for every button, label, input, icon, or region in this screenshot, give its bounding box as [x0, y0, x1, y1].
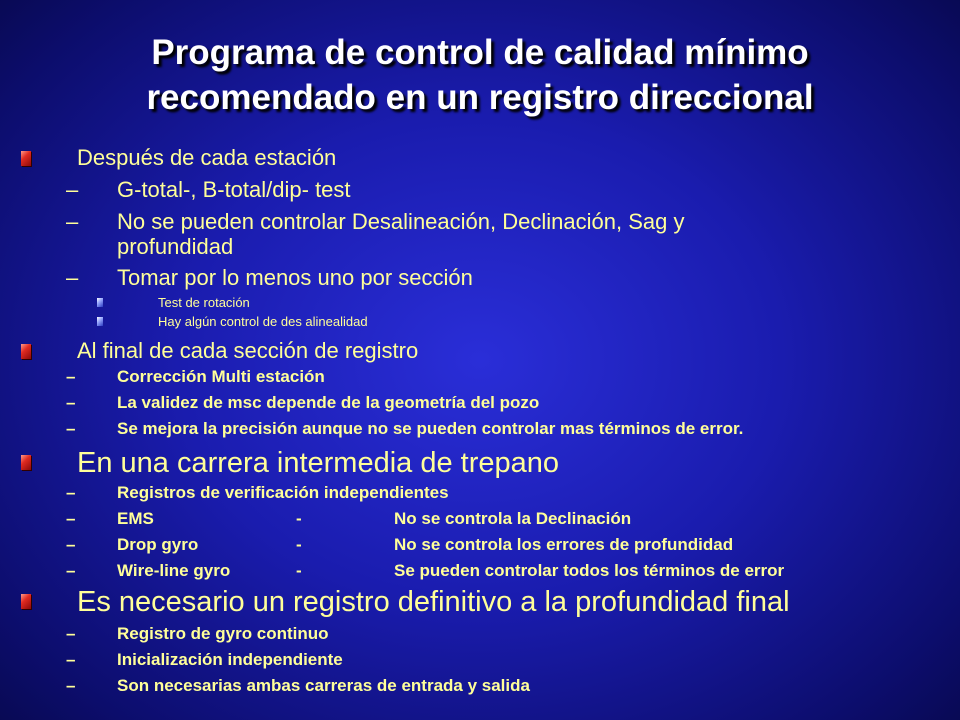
section-4-heading: Es necesario un registro definitivo a la profundidad final — [77, 586, 790, 618]
dash-bullet: – — [66, 650, 76, 669]
list-item-text: Registros de verificación independientes — [117, 483, 449, 502]
dash-bullet: – — [66, 561, 76, 580]
red-square-bullet-icon — [21, 151, 31, 166]
section-3-heading: En una carrera intermedia de trepano — [77, 447, 560, 479]
sub-list-item-text: Test de rotación — [158, 295, 250, 310]
list-item-text: La validez de msc depende de la geometría del pozo — [117, 393, 540, 412]
slide-title-line-1: Programa de control de calidad mínimo — [151, 33, 809, 72]
tool-separator: - — [296, 561, 302, 580]
tool-name: Wire-line gyro — [117, 561, 231, 580]
small-square-bullet-icon — [97, 317, 103, 326]
small-square-bullet-icon — [97, 298, 103, 307]
tool-name: Drop gyro — [117, 535, 199, 554]
red-square-bullet-icon — [21, 594, 31, 609]
dash-bullet: – — [66, 483, 76, 502]
dash-bullet: – — [66, 265, 79, 290]
list-item-text: Registro de gyro continuo — [117, 624, 329, 643]
dash-bullet: – — [66, 367, 76, 386]
red-square-bullet-icon — [21, 344, 31, 359]
list-item-text: Corrección Multi estación — [117, 367, 325, 386]
tool-description: No se controla los errores de profundidad — [394, 535, 734, 554]
tool-separator: - — [296, 509, 302, 528]
dash-bullet: – — [66, 509, 76, 528]
list-item-text: Son necesarias ambas carreras de entrada y salida — [117, 676, 530, 695]
dash-bullet: – — [66, 419, 76, 438]
tool-separator: - — [296, 535, 302, 554]
dash-bullet: – — [66, 177, 79, 202]
sub-list-item-text: Hay algún control de des alinealidad — [158, 314, 368, 329]
section-2-heading: Al final de cada sección de registro — [77, 338, 419, 363]
slide-title-line-2: recomendado en un registro direccional — [146, 78, 814, 117]
list-item-text: profundidad — [117, 234, 234, 259]
red-square-bullet-icon — [21, 455, 31, 470]
list-item-text: G-total-, B-total/dip- test — [117, 177, 351, 202]
dash-bullet: – — [66, 676, 76, 695]
dash-bullet: – — [66, 393, 76, 412]
list-item-text: Tomar por lo menos uno por sección — [117, 265, 473, 290]
dash-bullet: – — [66, 209, 79, 234]
list-item-text: No se pueden controlar Desalineación, Declinación, Sag y — [117, 209, 685, 234]
tool-description: No se controla la Declinación — [394, 509, 632, 528]
list-item-text: Inicialización independiente — [117, 650, 343, 669]
list-item-text: Se mejora la precisión aunque no se pueden controlar mas términos de error. — [117, 419, 744, 438]
tool-name: EMS — [117, 509, 154, 528]
dash-bullet: – — [66, 535, 76, 554]
slide-title — [0, 30, 960, 120]
tool-description: Se pueden controlar todos los términos de error — [394, 561, 785, 580]
section-1-heading: Después de cada estación — [77, 145, 337, 170]
dash-bullet: – — [66, 624, 76, 643]
